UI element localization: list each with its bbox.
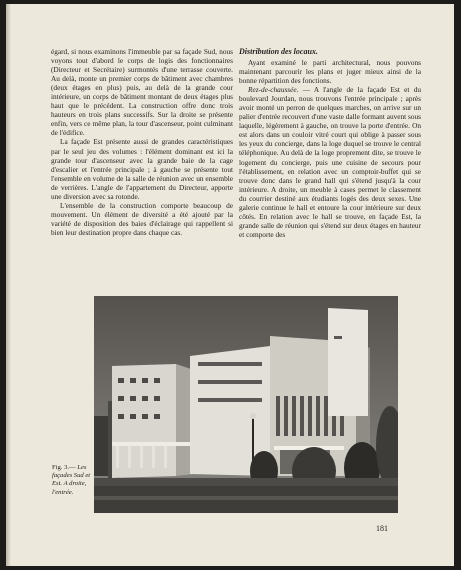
document-page	[6, 4, 454, 566]
right-column	[239, 47, 421, 239]
page-number: 181	[376, 524, 388, 533]
figure-label: Fig. 3.—	[52, 464, 76, 471]
building-photo	[94, 296, 398, 513]
left-column	[51, 47, 233, 237]
paragraph	[239, 85, 421, 239]
figure-caption	[52, 464, 92, 497]
paragraph: Ayant examiné le parti architectural, nous pouvons maintenant parcourir les plans et juger mieux ainsi de la bonne répartition des fonctions.	[239, 58, 421, 86]
paragraph: L'ensemble de la construction comporte beaucoup de mouvement. Un élément de diversité a été ajouté par la variété de disposition des baies d'éclairage qui rappellent si bien leur destination propre dans chaque cas.	[51, 200, 233, 237]
paragraph-text: — A l'angle de la façade Est et du boulevard Jourdan, nous trouvons l'entrée principale ; après avoir monté un perron de quelques marches, on arrive sur un palier d'entrée recouvert d'une vaste dalle formant auvent sous laquelle, légèrement à gauche, on trouve la porte d'entrée. On est alors dans un couloir vitré court qui oblige à passer sous les yeux du concierge, dans la loge duquel se trouve le central téléphonique. Au delà de la loge proprement dite, se trouve le logement du concierge, puis une cuisine de secours pour l'établissement, en relation avec un comptoir-buffet qui se trouve donc dans le grand hall qui s'étend jusqu'à la cour intérieure. A droite, un meuble à cases permet le classement du courrier destiné aux étudiants logés des deux sexes. Une galerie continue le hall et entoure la cour intérieure sur deux côtés. En relation avec le hall se trouve, en façade Est, la grande salle de réunion qui s'étend sur deux étages en hauteur et comporte des	[239, 85, 421, 239]
paragraph: égard, si nous examinons l'immeuble par sa façade Sud, nous voyons tout d'abord le corps de logis des fonctionnaires (Directeur et Secrétaire) surmontés d'une terrasse couverte. Au delà, monte un premier corps de bâtiment avec chambres (deux étages en plus) puis, au delà de la grande cour intérieure, un corps de bâtiment montant de deux étages plus haut que le précédent. La construction offre donc trois hauteurs en trois plans successifs. Sur la droite se présente enfin, vers ce même plan, la tour d'ascenseur, point culminant de l'édifice.	[51, 47, 233, 138]
section-heading: Distribution des locaux.	[239, 47, 318, 56]
caption-text: Les façades Sud et Est. A droite, l'entrée.	[52, 464, 91, 496]
paragraph: La façade Est présente aussi de grandes caractéristiques par le seul jeu des volumes : l'élément dominant est ici la grande tour d'ascenseur avec la grande baie de la cage d'escalier et l'entrée principale ; à gauche se présente tout l'ensemble en volume de la salle de réunion avec un ensemble de verrières. L'angle de l'appartement du Directeur, apporte une diversion avec sa rotonde.	[51, 137, 233, 201]
binding-shadow	[6, 4, 11, 566]
subheading-label: Rez-de-chaussée.	[248, 85, 299, 95]
